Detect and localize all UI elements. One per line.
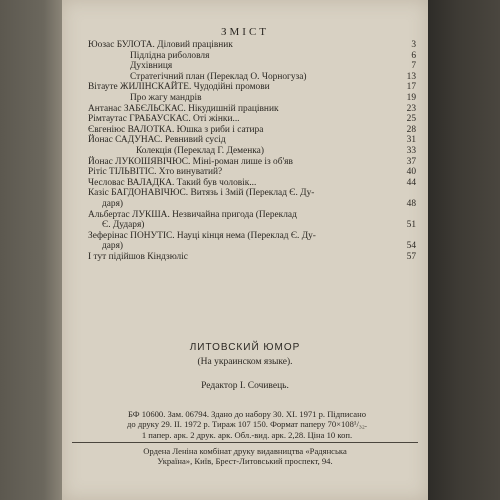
toc-entry-page: 37	[406, 156, 416, 167]
divider-rule	[72, 442, 418, 443]
toc-entry	[88, 135, 416, 146]
toc-entry-page: 51	[406, 220, 416, 231]
toc-entry-page: 6	[411, 50, 416, 61]
book-binding	[0, 0, 62, 500]
toc-entry-title: Євгеніюс ВАЛОТКА. Юшка з риби і сатира	[88, 124, 264, 135]
book-subtitle: (На украинском языке).	[197, 357, 293, 367]
toc-entry-title: Казіс БАГДОНАВІЧЮС. Витязь і Змій (Переклад Є. Ду-	[88, 188, 315, 199]
toc-entry-title: Про жагу мандрів	[130, 92, 202, 103]
toc-entry	[88, 157, 416, 168]
toc-entry-title: Йонас ЛУКОШЯВІЧЮС. Міні-роман лише із об'яв	[88, 156, 293, 167]
book-edge-shadow	[428, 0, 500, 500]
editor-credit: Редактор І. Сочивець.	[201, 381, 289, 391]
toc-entry	[88, 220, 416, 231]
table-of-contents	[88, 40, 416, 262]
toc-entry-title: Альбертас ЛУКША. Незвичайна пригода (Переклад	[88, 209, 297, 220]
toc-entry	[88, 178, 416, 189]
toc-entry-page: 40	[406, 167, 416, 178]
toc-entry-page: 23	[406, 103, 416, 114]
toc-entry	[88, 82, 416, 93]
toc-entry-page: 3	[411, 40, 416, 50]
toc-entry-page: 17	[406, 82, 416, 93]
printer-line: Ордена Леніна комбінат друку видавництва «Радянська	[143, 446, 347, 456]
contents-heading: ЗМІСТ	[220, 26, 269, 38]
toc-entry	[88, 40, 416, 51]
toc-entry-title: Юозас БУЛОТА. Діловий працівник	[88, 40, 233, 50]
toc-entry	[88, 61, 416, 72]
toc-entry	[88, 125, 416, 136]
toc-entry	[88, 241, 416, 252]
toc-entry-title: Антанас ЗАБЄЛЬСКАС. Нікудишній працівник	[88, 103, 279, 114]
toc-entry-title: Стратегічний план (Переклад О. Чорногуза)	[130, 71, 307, 82]
imprint-line: 1 папер. арк. 2 друк. арк. Обл.-вид. арк. 2,28. Ціна 10 коп.	[141, 429, 353, 440]
toc-entry	[88, 146, 416, 157]
toc-entry-page: 54	[406, 241, 416, 252]
toc-entry-page: 48	[406, 198, 416, 209]
toc-entry	[88, 199, 416, 210]
toc-entry-title: Є. Дударя)	[102, 220, 145, 231]
toc-entry	[88, 188, 416, 199]
toc-entry	[88, 72, 416, 83]
toc-entry	[88, 51, 416, 62]
toc-entry-title: Рімтаутас ГРАБАУСКАС. Оті жінки...	[88, 114, 240, 125]
toc-entry-title: Рітіс ТІЛЬВІТІС. Хто винуватий?	[88, 167, 223, 178]
toc-entry-title: Духівниця	[130, 61, 173, 72]
toc-entry-page: 31	[406, 135, 416, 146]
toc-entry-title: І тут підійшов Кіндзюліс	[88, 251, 188, 262]
toc-entry	[88, 231, 416, 242]
toc-entry	[88, 93, 416, 104]
toc-entry-title: Йонас САДУНАС. Ревнивий сусід	[88, 135, 226, 146]
imprint-block	[76, 409, 418, 440]
imprint-line: БФ 10600. Зам. 06794. Здано до набору 30. XI. 1971 р. Підписано	[128, 409, 366, 419]
toc-entry-title: Підлідна риболовля	[130, 50, 210, 61]
toc-entry-page: 57	[406, 251, 416, 262]
toc-entry	[88, 167, 416, 178]
toc-entry	[88, 104, 416, 115]
toc-entry	[88, 210, 416, 221]
toc-entry	[88, 252, 416, 263]
toc-entry-page: 7	[411, 61, 416, 72]
toc-entry-page: 13	[406, 71, 416, 82]
printer-block	[72, 446, 418, 467]
book-title: ЛИТОВСКИЙ ЮМОР	[189, 342, 301, 353]
toc-entry	[88, 114, 416, 125]
printer-line: Україна», Київ, Брест-Литовський проспект, 94.	[157, 456, 333, 467]
toc-entry-title: Вітауте ЖИЛІНСКАЙТЕ. Чудодійні промови	[88, 82, 270, 93]
toc-entry-title: Чесловас ВАЛАДКА. Такий був чоловік...	[88, 177, 257, 188]
toc-entry-page: 19	[406, 92, 416, 103]
toc-entry-page: 28	[406, 124, 416, 135]
toc-entry-page: 44	[406, 177, 416, 188]
toc-entry-title: Зеферінас ПОНУТІС. Науці кінця нема (Переклад Є. Ду-	[88, 230, 316, 241]
toc-entry-title: Колекція (Переклад Г. Деменка)	[136, 145, 264, 156]
toc-entry-page: 25	[406, 114, 416, 125]
toc-entry-page: 33	[406, 145, 416, 156]
book-page	[62, 0, 428, 500]
toc-entry-title: даря)	[102, 241, 124, 252]
imprint-line: до друку 29. II. 1972 р. Тираж 107 150. Формат паперу 70×108¹/₃₂.	[127, 419, 367, 430]
toc-entry-title: даря)	[102, 198, 124, 209]
